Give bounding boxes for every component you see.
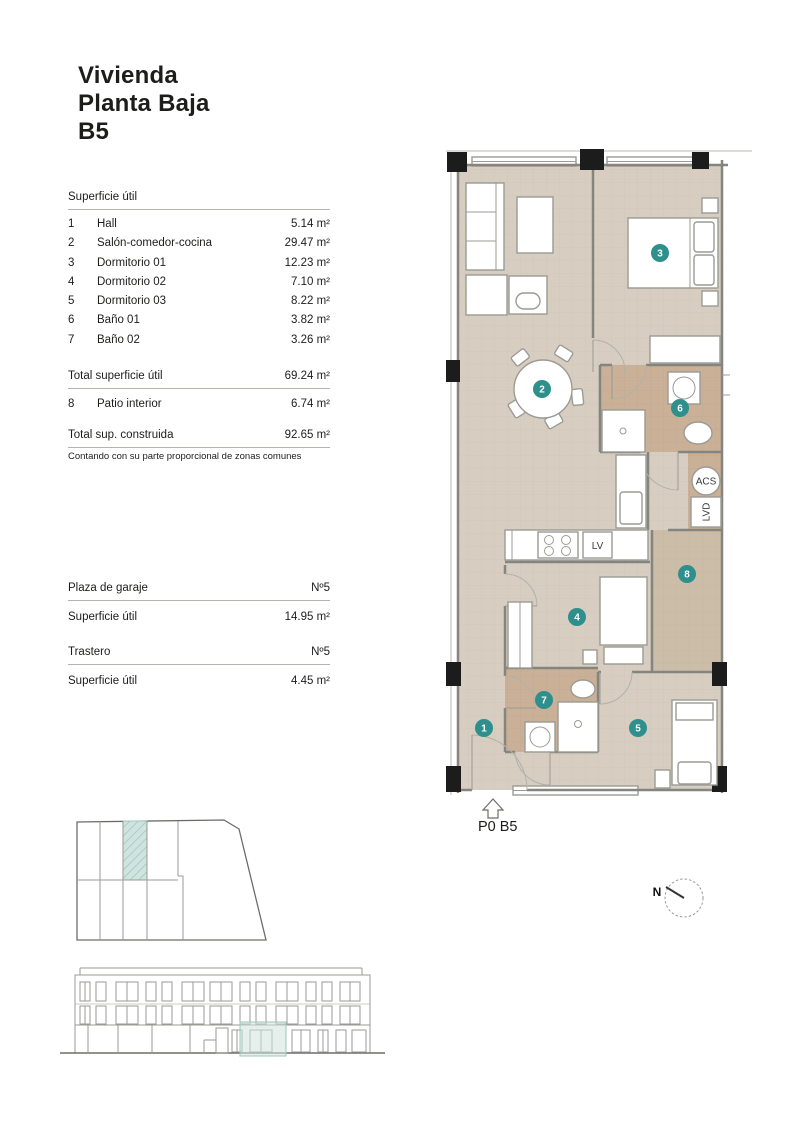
storage-heading bbox=[68, 646, 330, 665]
room-badge-patio: 8 bbox=[684, 569, 690, 581]
room-badge-bath1: 6 bbox=[677, 403, 683, 415]
table-row: 4 Dormitorio 02 7.10 m² bbox=[68, 275, 330, 288]
garage-area-value: 14.95 m² bbox=[284, 611, 330, 623]
nightstand-icon bbox=[702, 198, 718, 213]
room-badge-living: 2 bbox=[539, 384, 545, 396]
table-row: 5 Dormitorio 03 8.22 m² bbox=[68, 295, 330, 308]
room-badge-bedroom1: 3 bbox=[657, 248, 663, 260]
table-row: 2 Salón-comedor-cocina 29.47 m² bbox=[68, 237, 330, 250]
disclaimer-note: Contando con su parte proporcional de zonas comunes bbox=[68, 451, 302, 462]
entry-arrow-icon bbox=[483, 799, 503, 818]
plan-label: P0 B5 bbox=[478, 819, 518, 835]
title-line-2: Planta Baja bbox=[78, 90, 210, 117]
unit-highlight-elevation bbox=[240, 1022, 286, 1056]
north-compass bbox=[640, 865, 710, 935]
surface-table-heading bbox=[68, 191, 330, 210]
room-badge-hall: 1 bbox=[481, 723, 487, 735]
surface-table bbox=[68, 218, 330, 353]
total-util-value: 69.24 m² bbox=[284, 370, 330, 382]
table-row: 3 Dormitorio 01 12.23 m² bbox=[68, 256, 330, 269]
total-built-label: Total sup. construida bbox=[68, 429, 174, 441]
table-row: 1 Hall 5.14 m² bbox=[68, 218, 330, 230]
unit-highlight bbox=[123, 821, 147, 880]
north-label: N bbox=[652, 885, 662, 899]
building-elevation bbox=[55, 960, 395, 1085]
garage-number: Nº5 bbox=[311, 582, 330, 594]
garage-heading bbox=[68, 582, 330, 601]
garage-label: Plaza de garaje bbox=[68, 582, 148, 594]
single-bed-icon bbox=[600, 577, 647, 645]
shower-icon bbox=[602, 410, 645, 452]
page-title bbox=[78, 62, 210, 146]
nightstand-icon bbox=[583, 650, 597, 664]
room-badge-bath2: 7 bbox=[541, 695, 547, 707]
toilet-icon bbox=[684, 422, 712, 444]
toilet-icon bbox=[571, 680, 595, 698]
nightstand-icon bbox=[655, 770, 670, 788]
sofa-icon bbox=[466, 183, 504, 270]
lv-label: LV bbox=[591, 541, 604, 552]
storage-number: Nº5 bbox=[311, 646, 330, 658]
site-key-plan bbox=[40, 815, 275, 950]
table-row: 7 Baño 02 3.26 m² bbox=[68, 333, 330, 346]
stove-icon bbox=[538, 532, 578, 558]
nightstand-icon bbox=[702, 291, 718, 306]
room-badge-bedroom2: 4 bbox=[574, 612, 580, 624]
table-row: 6 Baño 01 3.82 m² bbox=[68, 314, 330, 327]
coffee-table-icon bbox=[517, 197, 553, 253]
acs-label: ACS bbox=[695, 476, 717, 488]
room-badge-bedroom3: 5 bbox=[635, 723, 641, 735]
total-built-value: 92.65 m² bbox=[284, 429, 330, 441]
total-util-row bbox=[68, 370, 330, 389]
total-util-label: Total superficie útil bbox=[68, 370, 163, 382]
lvd-label: LVD bbox=[701, 502, 713, 522]
surface-heading-label: Superficie útil bbox=[68, 191, 138, 203]
floorplan-drawing bbox=[440, 140, 760, 840]
title-line-3: B5 bbox=[78, 118, 110, 145]
wardrobe-icon bbox=[650, 336, 720, 363]
kitchen-furniture bbox=[505, 530, 648, 560]
storage-area-row: Superficie útil 4.45 m² bbox=[68, 675, 330, 687]
storage-area-value: 4.45 m² bbox=[291, 675, 330, 687]
rug-icon bbox=[466, 275, 507, 315]
patio-row: 8 Patio interior 6.74 m² bbox=[68, 398, 330, 410]
title-line-1: Vivienda bbox=[78, 62, 178, 89]
total-built-row bbox=[68, 429, 330, 448]
storage-label: Trastero bbox=[68, 646, 111, 658]
garage-area-row: Superficie útil 14.95 m² bbox=[68, 611, 330, 623]
